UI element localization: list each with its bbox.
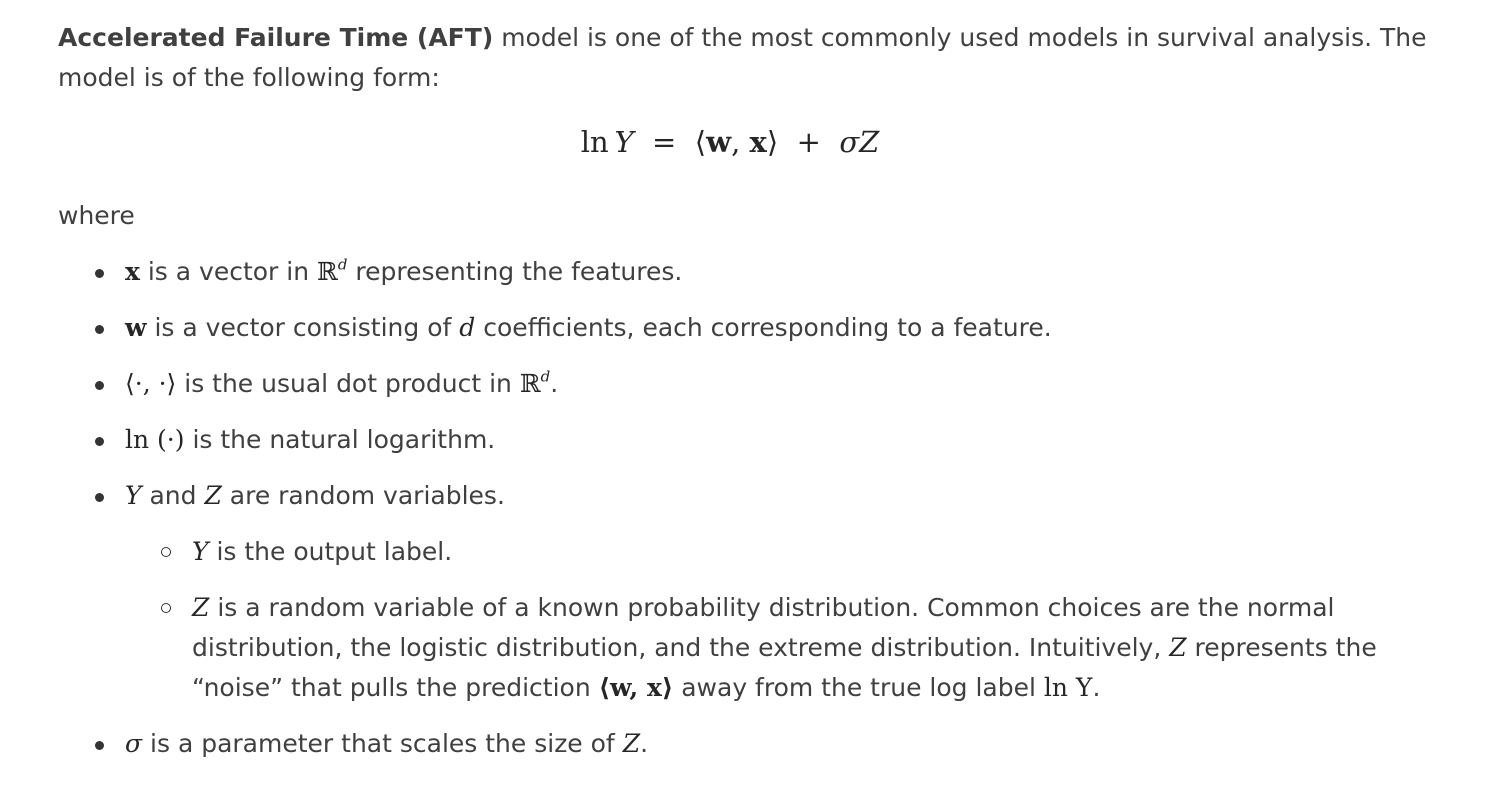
- random-variable-sublist: [125, 532, 1478, 708]
- document-body: [58, 18, 1478, 780]
- aft-equation: [0, 122, 1460, 162]
- where-label: where: [58, 201, 135, 230]
- intro-text: model is one of the most commonly used models in survival analysis. The model is of the following form:: [58, 23, 1427, 92]
- sub-list-item: Z is a random variable of a known probability distribution. Common choices are the normal distribution, the logistic distribution, and the extreme distribution. Intuitively, Z represents the “noise” that pulls the prediction ⟨w, x⟩ away from the true log label ln Y.: [125, 588, 1378, 708]
- sub-list-item: Y is the output label.: [125, 532, 1378, 572]
- equation-dot-product: ⟨w, x⟩: [694, 125, 779, 159]
- intro-paragraph: [58, 18, 1478, 98]
- list-item: w is a vector consisting of d coefficients, each corresponding to a feature.: [58, 308, 1478, 348]
- definition-list: [58, 252, 1478, 764]
- equation-plus: +: [787, 125, 831, 159]
- equation-ln: ln: [580, 125, 609, 159]
- equation-sigma-z: σZ: [839, 125, 880, 159]
- equation-equals: =: [642, 125, 686, 159]
- list-item: Y and Z are random variables. Y is the output label. Z is a random variable of a known probability distribution. Common choices are the normal distribution, the logistic distribution, and the extreme distribution. Intuitively, Z represents the “noise” that pulls the prediction ⟨w, x⟩ away from the true log label ln Y.: [58, 476, 1478, 708]
- list-item: x is a vector in ℝ$^d$ representing the features.: [58, 252, 1478, 292]
- list-item: ⟨·, ·⟩ is the usual dot product in ℝ$^d$.: [58, 364, 1478, 404]
- list-item: ln (·) is the natural logarithm.: [58, 420, 1478, 460]
- equation-y: Y: [614, 125, 634, 159]
- aft-term: Accelerated Failure Time (AFT): [58, 23, 494, 52]
- list-item: σ is a parameter that scales the size of Z.: [58, 724, 1478, 764]
